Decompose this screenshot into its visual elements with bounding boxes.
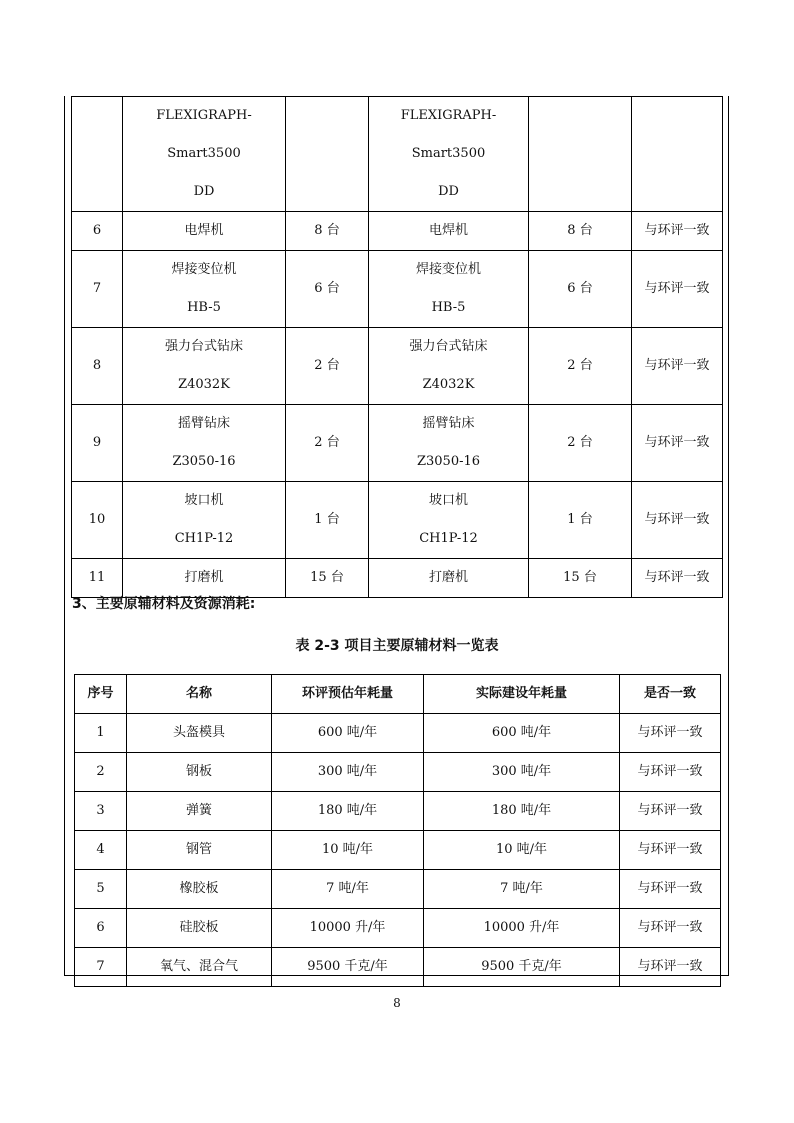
table-row [72, 97, 723, 212]
table-cell: 600 吨/年 [272, 714, 424, 753]
consistency-status: 与环评一致 [644, 281, 710, 296]
actual-qty: 15 台 [563, 570, 597, 585]
consistency-status: 与环评一致 [644, 570, 710, 585]
table-row [72, 482, 723, 559]
equipment-name: 摇臂钻床 [177, 416, 230, 431]
table-row [75, 792, 721, 831]
seq-cell: 10 [88, 512, 106, 527]
consistency-status: 与环评一致 [644, 358, 710, 373]
table-cell: 180 吨/年 [424, 792, 620, 831]
consistency-status: 与环评一致 [644, 512, 710, 527]
column-header: 序号 [75, 675, 127, 714]
equipment-model: Z4032K [178, 377, 230, 392]
table-cell: 与环评一致 [620, 753, 721, 792]
table-cell: 3 [75, 792, 127, 831]
planned-qty: 15 台 [310, 570, 344, 585]
table-row [75, 753, 721, 792]
table-cell: 钢板 [127, 753, 272, 792]
actual-equipment-name: 坡口机 [428, 493, 468, 508]
table-cell: 与环评一致 [620, 792, 721, 831]
table-cell: 与环评一致 [620, 948, 721, 987]
table-cell: 与环评一致 [620, 870, 721, 909]
column-header: 是否一致 [620, 675, 721, 714]
table-row [75, 948, 721, 987]
table-cell: 9500 千克/年 [272, 948, 424, 987]
equipment-model: HB-5 [187, 300, 221, 315]
table-caption: 表 2-3 项目主要原辅材料一览表 [295, 638, 499, 654]
actual-qty: 8 台 [567, 223, 593, 238]
table-cell: 1 [75, 714, 127, 753]
equipment-name: 电焊机 [184, 223, 224, 238]
table-cell: 2 [75, 753, 127, 792]
consistency-status: 与环评一致 [644, 223, 710, 238]
table-cell: 氧气、混合气 [127, 948, 272, 987]
planned-qty: 6 台 [314, 281, 340, 296]
table-cell: 头盔模具 [127, 714, 272, 753]
table-row [75, 714, 721, 753]
column-header: 名称 [127, 675, 272, 714]
actual-qty: 2 台 [567, 358, 593, 373]
table-cell: 7 吨/年 [424, 870, 620, 909]
seq-cell: 7 [92, 281, 102, 296]
table-header-row [75, 675, 721, 714]
planned-qty: 2 台 [314, 358, 340, 373]
equipment-table [71, 96, 723, 598]
table-cell: 10 吨/年 [272, 831, 424, 870]
planned-qty: 2 台 [314, 435, 340, 450]
table-cell: 弹簧 [127, 792, 272, 831]
equipment-name: 强力台式钻床 [164, 339, 243, 354]
table-cell: 5 [75, 870, 127, 909]
actual-qty: 2 台 [567, 435, 593, 450]
actual-equipment-name: 打磨机 [428, 570, 468, 585]
planned-qty: 1 台 [314, 512, 340, 527]
seq-cell: 11 [88, 570, 106, 585]
actual-equipment-model: Z3050-16 [416, 454, 481, 469]
table-cell: 7 [75, 948, 127, 987]
table-row [72, 251, 723, 328]
table-cell: 300 吨/年 [424, 753, 620, 792]
actual-equipment-model: CH1P-12 [419, 531, 478, 546]
seq-cell: 6 [92, 223, 102, 238]
table-row [72, 559, 723, 598]
actual-equipment-name: 电焊机 [428, 223, 468, 238]
actual-equipment-name: 强力台式钻床 [409, 339, 488, 354]
table-cell: 与环评一致 [620, 831, 721, 870]
page-number: 8 [393, 996, 401, 1010]
planned-qty: 8 台 [314, 223, 340, 238]
section-title: 3、主要原辅材料及资源消耗: [72, 596, 256, 612]
table-cell: 钢管 [127, 831, 272, 870]
actual-equipment-model: DD [438, 184, 459, 199]
table-cell: 300 吨/年 [272, 753, 424, 792]
table-cell: 4 [75, 831, 127, 870]
table-cell: 10000 升/年 [424, 909, 620, 948]
table-cell: 与环评一致 [620, 909, 721, 948]
table-cell: 600 吨/年 [424, 714, 620, 753]
equipment-name: 打磨机 [184, 570, 224, 585]
table-row [75, 909, 721, 948]
equipment-name: FLEXIGRAPH-Smart3500 [156, 108, 252, 161]
actual-qty: 6 台 [567, 281, 593, 296]
material-table [74, 674, 721, 987]
equipment-model: CH1P-12 [174, 531, 234, 546]
actual-equipment-model: HB-5 [431, 300, 466, 315]
table-cell: 6 [75, 909, 127, 948]
actual-equipment-name: FLEXIGRAPH-Smart3500 [400, 108, 497, 161]
seq-cell: 8 [92, 358, 102, 373]
table-cell: 10000 升/年 [272, 909, 424, 948]
table-row [72, 405, 723, 482]
table-cell: 与环评一致 [620, 714, 721, 753]
equipment-name: 坡口机 [184, 493, 224, 508]
table-cell: 180 吨/年 [272, 792, 424, 831]
table-row [72, 212, 723, 251]
column-header: 实际建设年耗量 [424, 675, 620, 714]
table-cell: 10 吨/年 [424, 831, 620, 870]
table-cell: 9500 千克/年 [424, 948, 620, 987]
table-row [75, 831, 721, 870]
table-cell: 7 吨/年 [272, 870, 424, 909]
actual-equipment-name: 摇臂钻床 [422, 416, 475, 431]
consistency-status: 与环评一致 [644, 435, 710, 450]
table-cell: 硅胶板 [127, 909, 272, 948]
seq-cell: 9 [92, 435, 102, 450]
actual-qty: 1 台 [567, 512, 593, 527]
table-cell: 橡胶板 [127, 870, 272, 909]
column-header: 环评预估年耗量 [272, 675, 424, 714]
equipment-model: DD [193, 184, 215, 199]
equipment-name: 焊接变位机 [171, 262, 237, 277]
equipment-model: Z3050-16 [172, 454, 236, 469]
actual-equipment-model: Z4032K [422, 377, 475, 392]
actual-equipment-name: 焊接变位机 [415, 262, 481, 277]
table-row [75, 870, 721, 909]
table-row [72, 328, 723, 405]
